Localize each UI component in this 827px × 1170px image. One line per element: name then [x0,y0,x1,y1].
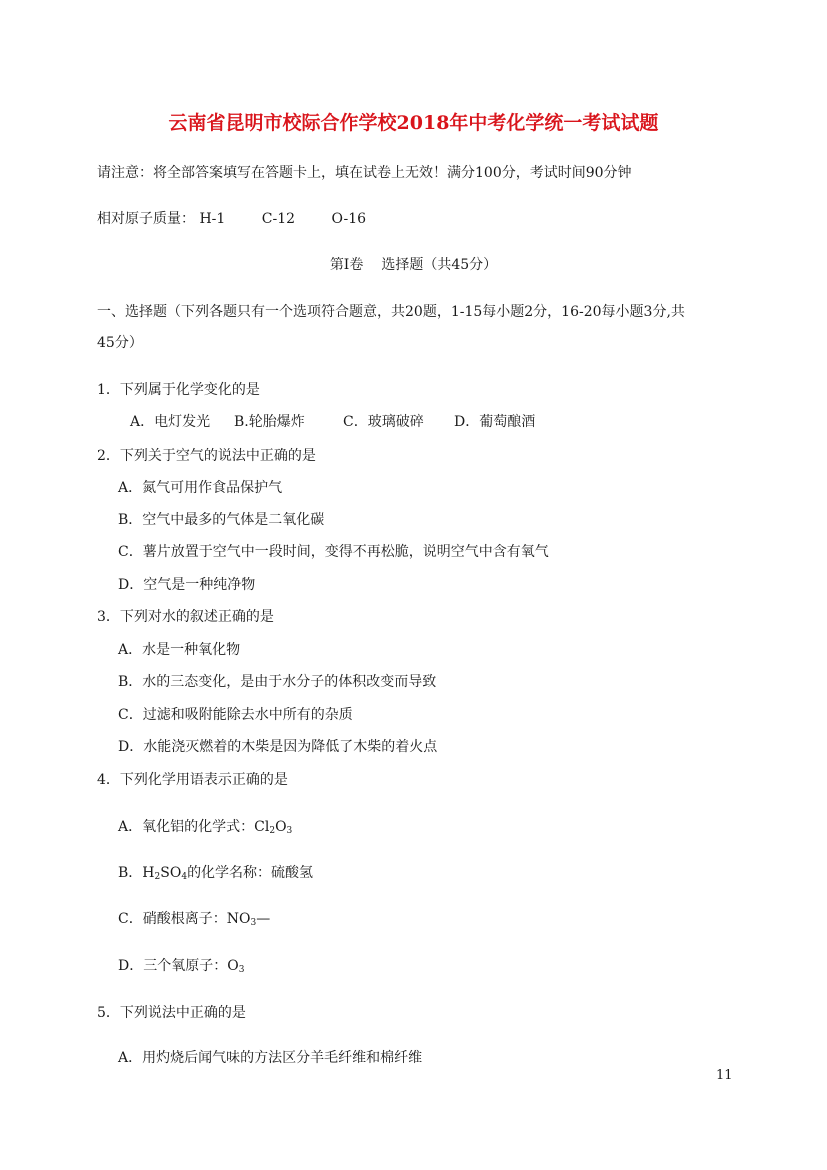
question-1-option-d: D．葡萄酿酒 [454,414,536,430]
question-3-option-b: B．水的三态变化，是由于水分子的体积改变而导致 [118,674,437,690]
formula-part: O [227,958,239,974]
question-3-stem: 3．下列对水的叙述正确的是 [97,609,274,625]
question-4-option-a [118,817,292,841]
formula-subscript: 3 [250,918,257,928]
question-5-option-a: A．用灼烧后闻气味的方法区分羊毛纤维和棉纤维 [118,1050,423,1066]
formula-charge: — [256,911,271,927]
question-3-option-c: C．过滤和吸附能除去水中所有的杂质 [118,707,353,723]
question-5-stem: 5．下列说法中正确的是 [97,1005,246,1021]
question-4-option-d-text: D．三个氧原子： [118,958,228,974]
atomic-mass-label: 相对原子质量： [97,211,195,227]
question-2-option-a: A．氮气可用作食品保护气 [118,480,283,496]
formula-part: Cl [254,819,270,835]
question-1-option-a: A．电灯发光 [130,414,211,430]
formula-subscript: 4 [181,872,188,882]
question-1-stem: 1．下列属于化学变化的是 [97,382,260,398]
question-1-option-c: C．玻璃破碎 [343,414,424,430]
formula-subscript: 2 [154,872,161,882]
formula-subscript: 3 [238,965,245,975]
question-4-option-c [118,909,270,933]
question-4-option-a-text: A．氧化铝的化学式： [118,819,255,835]
formula-subscript: 2 [269,826,276,836]
question-2-option-b: B．空气中最多的气体是二氧化碳 [118,512,325,528]
formula-subscript: 3 [286,826,293,836]
question-4-option-b [118,863,313,887]
atomic-mass-c: C-12 [261,211,296,227]
section-name: 选择题（共45分） [381,257,498,273]
instructions-line-1: 一、选择题（下列各题只有一个选项符合题意，共20题，1-15每小题2分，16-20每小题3分,共 [97,304,685,320]
instructions-line-2: 45分） [97,335,143,351]
question-1-option-b: B.轮胎爆炸 [234,414,305,430]
question-4-stem: 4．下列化学用语表示正确的是 [97,772,288,788]
question-2-option-d: D．空气是一种纯净物 [118,577,256,593]
question-4-option-c-text: C．硝酸根离子： [118,911,227,927]
question-3-option-d: D．水能浇灭燃着的木柴是因为降低了木柴的着火点 [118,739,438,755]
exam-title: 云南省昆明市校际合作学校2018年中考化学统一考试试题 [168,112,659,134]
atomic-mass-line [97,209,366,229]
section-heading [0,255,827,275]
exam-notice: 请注意：将全部答案填写在答题卡上，填在试卷上无效！满分100分，考试时间90分钟 [97,165,632,181]
question-4-option-b-text: 的化学名称：硫酸氢 [187,865,314,881]
page-number: 11 [716,1068,733,1083]
section-part: 第Ⅰ卷 [329,257,364,273]
atomic-mass-o: O-16 [331,211,367,227]
formula-part: O [275,819,287,835]
formula-part: NO [226,911,251,927]
question-4-option-b-letter: B． [118,865,143,881]
question-2-stem: 2．下列关于空气的说法中正确的是 [97,448,316,464]
question-2-option-c: C．薯片放置于空气中一段时间，变得不再松脆，说明空气中含有氧气 [118,544,549,560]
question-3-option-a: A．水是一种氧化物 [118,642,241,658]
formula-part: SO [160,865,182,881]
atomic-mass-h: H-1 [199,211,226,227]
question-4-option-d [118,956,244,980]
formula-part: H [142,865,155,881]
